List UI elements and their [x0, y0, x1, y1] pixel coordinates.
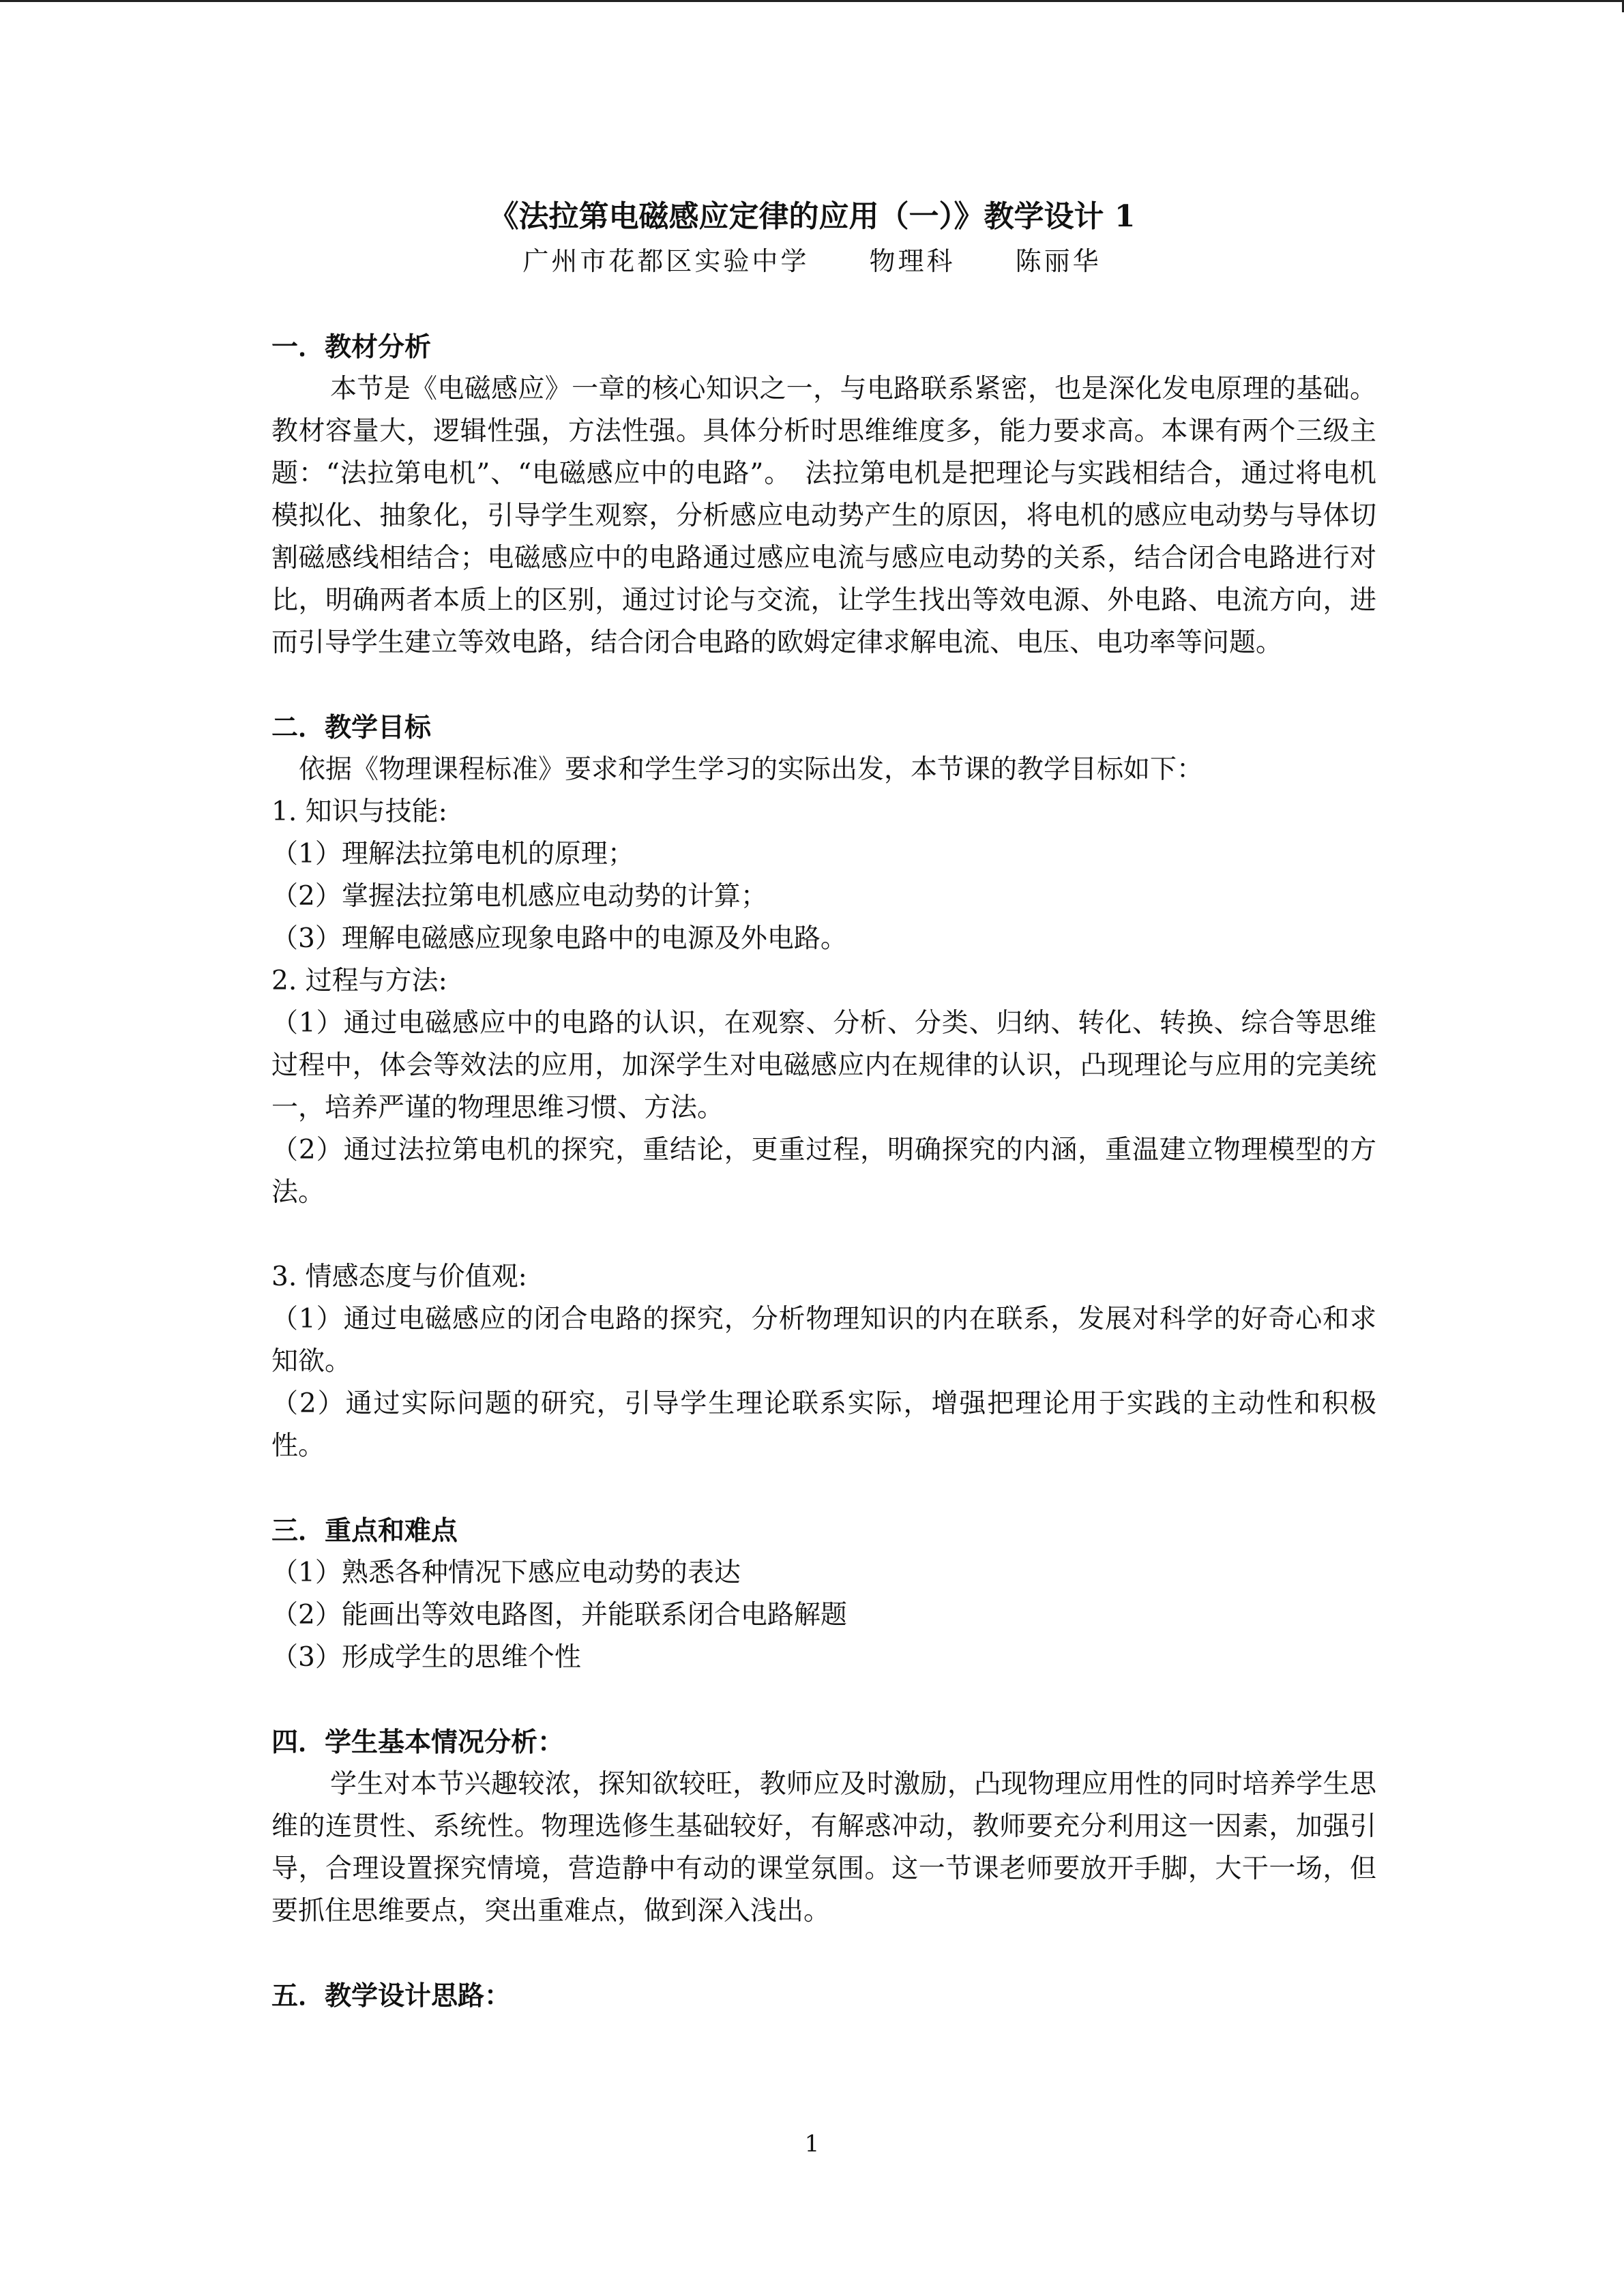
keypoint-item: （1）熟悉各种情况下感应电动势的表达 [271, 1557, 741, 1588]
spacer [271, 664, 1376, 706]
attitude-item: （2）通过实际问题的研究，引导学生理论联系实际，增强把理论用于实践的主动性和积极性。 [271, 1388, 1376, 1461]
author-line [0, 243, 1624, 280]
knowledge-item: （3）理解电磁感应现象电路中的电源及外电路。 [271, 923, 847, 954]
process-item: （1）通过电磁感应中的电路的认识，在观察、分析、分类、归纳、转化、转换、综合等思维过程中，体会等效法的应用，加深学生对电磁感应内在规律的认识，凸现理论与应用的完美统一，培养严谨的物理思维习惯、方法。 [271, 1008, 1376, 1123]
author-name: 陈丽华 [1015, 246, 1102, 276]
process-label: 2. 过程与方法: [271, 966, 447, 996]
spacer [271, 1933, 1376, 1975]
section-1-paragraph: 本节是《电磁感应》一章的核心知识之一，与电路联系紧密，也是深化发电原理的基础。教材容量大，逻辑性强，方法性强。具体分析时思维维度多，能力要求高。本课有两个三级主题：“法拉第电机”、“电磁感应中的电路”。 法拉第电机是把理论与实践相结合，通过将电机模拟化、抽象化，引导学生观察，分析感应电动势产生的原因，将电机的感应电动势与导体切割磁感线相结合；电磁感应中的电路通过感应电流与感应电动势的关系，结合闭合电路进行对比，明确两者本质上的区别，通过讨论与交流，让学生找出等效电源、外电路、电流方向，进而引导学生建立等效电路，结合闭合电路的欧姆定律求解电流、电压、电功率等问题。 [271, 374, 1376, 658]
section-1-heading: 一．教材分析 [271, 331, 432, 363]
section-5-heading: 五．教学设计思路： [271, 1980, 512, 2012]
document-body [271, 326, 1376, 2017]
author-school: 广州市花都区实验中学 [522, 246, 810, 276]
section-4-heading: 四．学生基本情况分析： [271, 1727, 565, 1758]
knowledge-item: （1）理解法拉第电机的原理； [271, 839, 634, 869]
spacer [271, 1467, 1376, 1510]
author-subject: 物理科 [869, 246, 956, 276]
top-border-line [0, 0, 1624, 2]
process-item: （2）通过法拉第电机的探究，重结论，更重过程，明确探究的内涵，重温建立物理模型的方法。 [271, 1135, 1376, 1208]
section-2-heading: 二．教学目标 [271, 712, 432, 743]
spacer [271, 1214, 1376, 1256]
document-title: 《法拉第电磁感应定律的应用（一）》教学设计 1 [488, 199, 1136, 234]
knowledge-item: （2）掌握法拉第电机感应电动势的计算； [271, 881, 767, 912]
keypoint-item: （2）能画出等效电路图，并能联系闭合电路解题 [271, 1600, 847, 1630]
spacer [271, 1679, 1376, 1721]
attitude-item: （1）通过电磁感应的闭合电路的探究，分析物理知识的内在联系，发展对科学的好奇心和求知欲。 [271, 1304, 1376, 1377]
attitude-label: 3. 情感态度与价值观: [271, 1262, 527, 1292]
section-2-intro: 依据《物理课程标准》要求和学生学习的实际出发，本节课的教学目标如下： [299, 754, 1204, 785]
keypoint-item: （3）形成学生的思维个性 [271, 1642, 581, 1673]
knowledge-label: 1. 知识与技能: [271, 796, 447, 827]
section-3-heading: 三．重点和难点 [271, 1515, 458, 1547]
page-number: 1 [804, 2130, 820, 2158]
section-4-paragraph: 学生对本节兴趣较浓，探知欲较旺，教师应及时激励，凸现物理应用性的同时培养学生思维的连贯性、系统性。物理选修生基础较好，有解惑冲动，教师要充分利用这一因素，加强引导，合理设置探究情境，营造静中有动的课堂氛围。这一节课老师要放开手脚，大干一场，但要抓住思维要点，突出重难点，做到深入浅出。 [271, 1769, 1376, 1926]
